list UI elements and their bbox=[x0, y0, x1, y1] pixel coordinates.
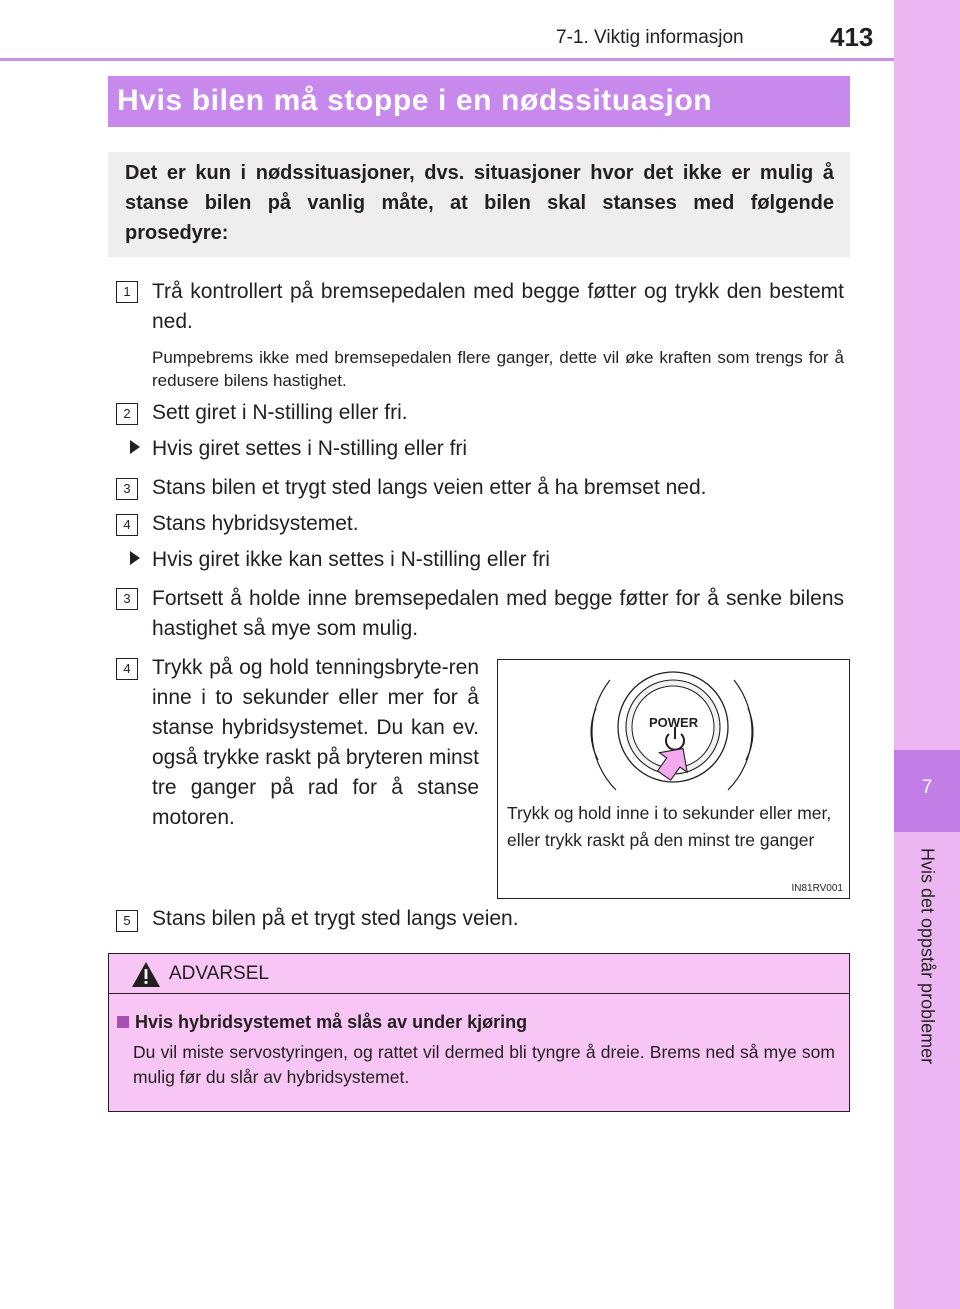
warning-box bbox=[108, 953, 850, 1112]
step-text-2: Sett giret i N-stilling eller fri. bbox=[152, 401, 408, 424]
warning-body: Du vil miste servostyringen, og rattet vil dermed bli tyngre å dreie. Brems ned så mye som mulig før du slår av hybridsystemet. bbox=[133, 1042, 835, 1087]
chapter-side-label: Hvis det oppstår problemer bbox=[917, 848, 938, 1065]
header-divider bbox=[0, 58, 894, 61]
chapter-title: 7-1. Viktig informasjon bbox=[556, 27, 744, 48]
chapter-side-tab bbox=[894, 0, 960, 1309]
step-badge-3a: 3 bbox=[116, 478, 138, 500]
figure-code: IN81RV001 bbox=[791, 883, 843, 894]
warning-triangle-icon bbox=[131, 961, 161, 988]
condition-not-neutral bbox=[130, 548, 550, 572]
triangle-bullet-icon bbox=[130, 440, 140, 454]
step-text-4b: Trykk på og hold tenningsbryte-ren inne i to sekunder eller mer for å stanse hybridsystemet. Du kan ev. også trykke raskt på bryteren minst tre ganger på rad for å stanse motoren. bbox=[152, 656, 479, 829]
condition-neutral bbox=[130, 437, 467, 461]
power-button-figure bbox=[497, 659, 850, 899]
chapter-number-box bbox=[894, 750, 960, 832]
chapter-number: 7 bbox=[921, 777, 933, 798]
power-button-illustration bbox=[498, 660, 848, 897]
warning-header bbox=[109, 954, 849, 994]
warning-subtitle bbox=[117, 1012, 527, 1033]
step-text-3a: Stans bilen et trygt sted langs veien etter å ha bremset ned. bbox=[152, 476, 707, 499]
intro-text: Det er kun i nødssituasjoner, dvs. situasjoner hvor det ikke er mulig å stanse bilen på vanlig måte, at bilen skal stanses med følgende prosedyre: bbox=[125, 162, 834, 244]
triangle-bullet-icon bbox=[130, 551, 140, 565]
figure-caption: Trykk og hold inne i to sekunder eller mer, eller trykk raskt på den minst tre ganger bbox=[507, 803, 832, 850]
page-number: 413 bbox=[830, 22, 874, 52]
power-button-label: POWER bbox=[649, 715, 699, 730]
step-badge-3b: 3 bbox=[116, 588, 138, 610]
step-badge-1: 1 bbox=[116, 281, 138, 303]
section-title-bar bbox=[108, 76, 850, 127]
step-badge-4a: 4 bbox=[116, 514, 138, 536]
step-text-5: Stans bilen på et trygt sted langs veien. bbox=[152, 907, 519, 930]
warning-label: ADVARSEL bbox=[169, 963, 269, 984]
step-badge-2: 2 bbox=[116, 403, 138, 425]
step-text-4a: Stans hybridsystemet. bbox=[152, 512, 359, 535]
section-title: Hvis bilen må stoppe i en nødssituasjon bbox=[117, 84, 713, 117]
warning-subtitle-text: Hvis hybridsystemet må slås av under kjøring bbox=[135, 1012, 528, 1032]
intro-box bbox=[108, 152, 850, 257]
step-text-3b: Fortsett å holde inne bremsepedalen med begge føtter for å senke bilens hastighet så mye som mulig. bbox=[152, 587, 844, 640]
step-badge-5: 5 bbox=[116, 910, 138, 932]
step-note-1: Pumpebrems ikke med bremsepedalen flere ganger, dette vil øke kraften som trengs for å redusere bilens hastighet. bbox=[152, 348, 844, 390]
condition-neutral-text: Hvis giret settes i N-stilling eller fri bbox=[152, 437, 468, 460]
square-bullet-icon bbox=[117, 1016, 129, 1028]
condition-not-neutral-text: Hvis giret ikke kan settes i N-stilling eller fri bbox=[152, 548, 550, 571]
step-text-1: Trå kontrollert på bremsepedalen med begge føtter og trykk den bestemt ned. bbox=[152, 280, 844, 333]
step-badge-4b: 4 bbox=[116, 658, 138, 680]
